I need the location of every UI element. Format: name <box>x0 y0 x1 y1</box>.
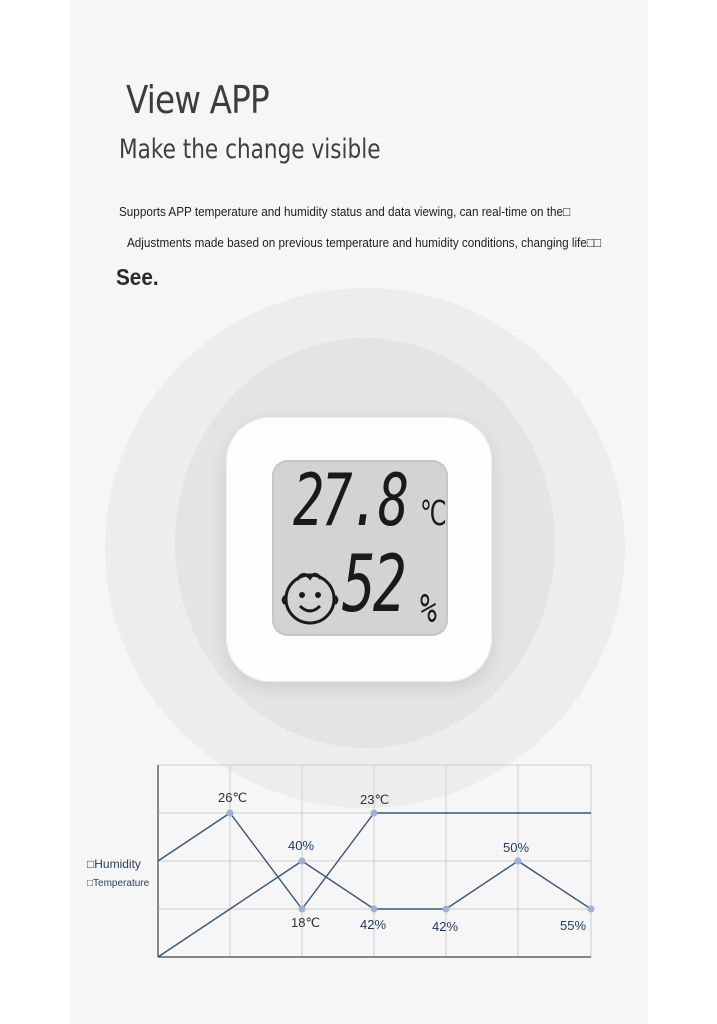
humidity-reading: 52 <box>342 540 404 630</box>
humidity-point <box>443 906 450 913</box>
humidity-data-label: 55% <box>560 918 587 933</box>
humidity-unit: % <box>420 586 437 632</box>
chart-data-labels <box>218 790 586 934</box>
temperature-reading: 27.8 <box>293 458 407 542</box>
humidity-point <box>588 906 595 913</box>
temperature-unit: ℃ <box>420 494 447 534</box>
humidity-point <box>371 906 378 913</box>
page-subtitle: Make the change visible <box>119 134 381 165</box>
humidity-point <box>299 858 306 865</box>
description-line-3: See. <box>116 264 159 290</box>
humidity-data-label: 40% <box>288 838 315 853</box>
page-title: View APP <box>126 78 269 122</box>
temperature-point <box>227 810 234 817</box>
humidity-data-label: 42% <box>432 919 459 934</box>
temperature-data-label: 26℃ <box>218 790 248 805</box>
humidity-data-label: 42% <box>360 917 387 932</box>
temperature-data-label: 18℃ <box>291 915 321 930</box>
legend-humidity: □Humidity <box>87 857 141 871</box>
description-line-2: Adjustments made based on previous temperature and humidity conditions, changing life□□ <box>127 235 601 250</box>
description-line-1: Supports APP temperature and humidity status and data viewing, can real-time on the□ <box>119 204 571 219</box>
legend-temperature: □Temperature <box>87 878 150 889</box>
temperature-point <box>371 810 378 817</box>
humidity-data-label: 50% <box>503 840 530 855</box>
temperature-data-label: 23℃ <box>360 792 390 807</box>
humidity-point <box>515 858 522 865</box>
temperature-point <box>299 906 306 913</box>
